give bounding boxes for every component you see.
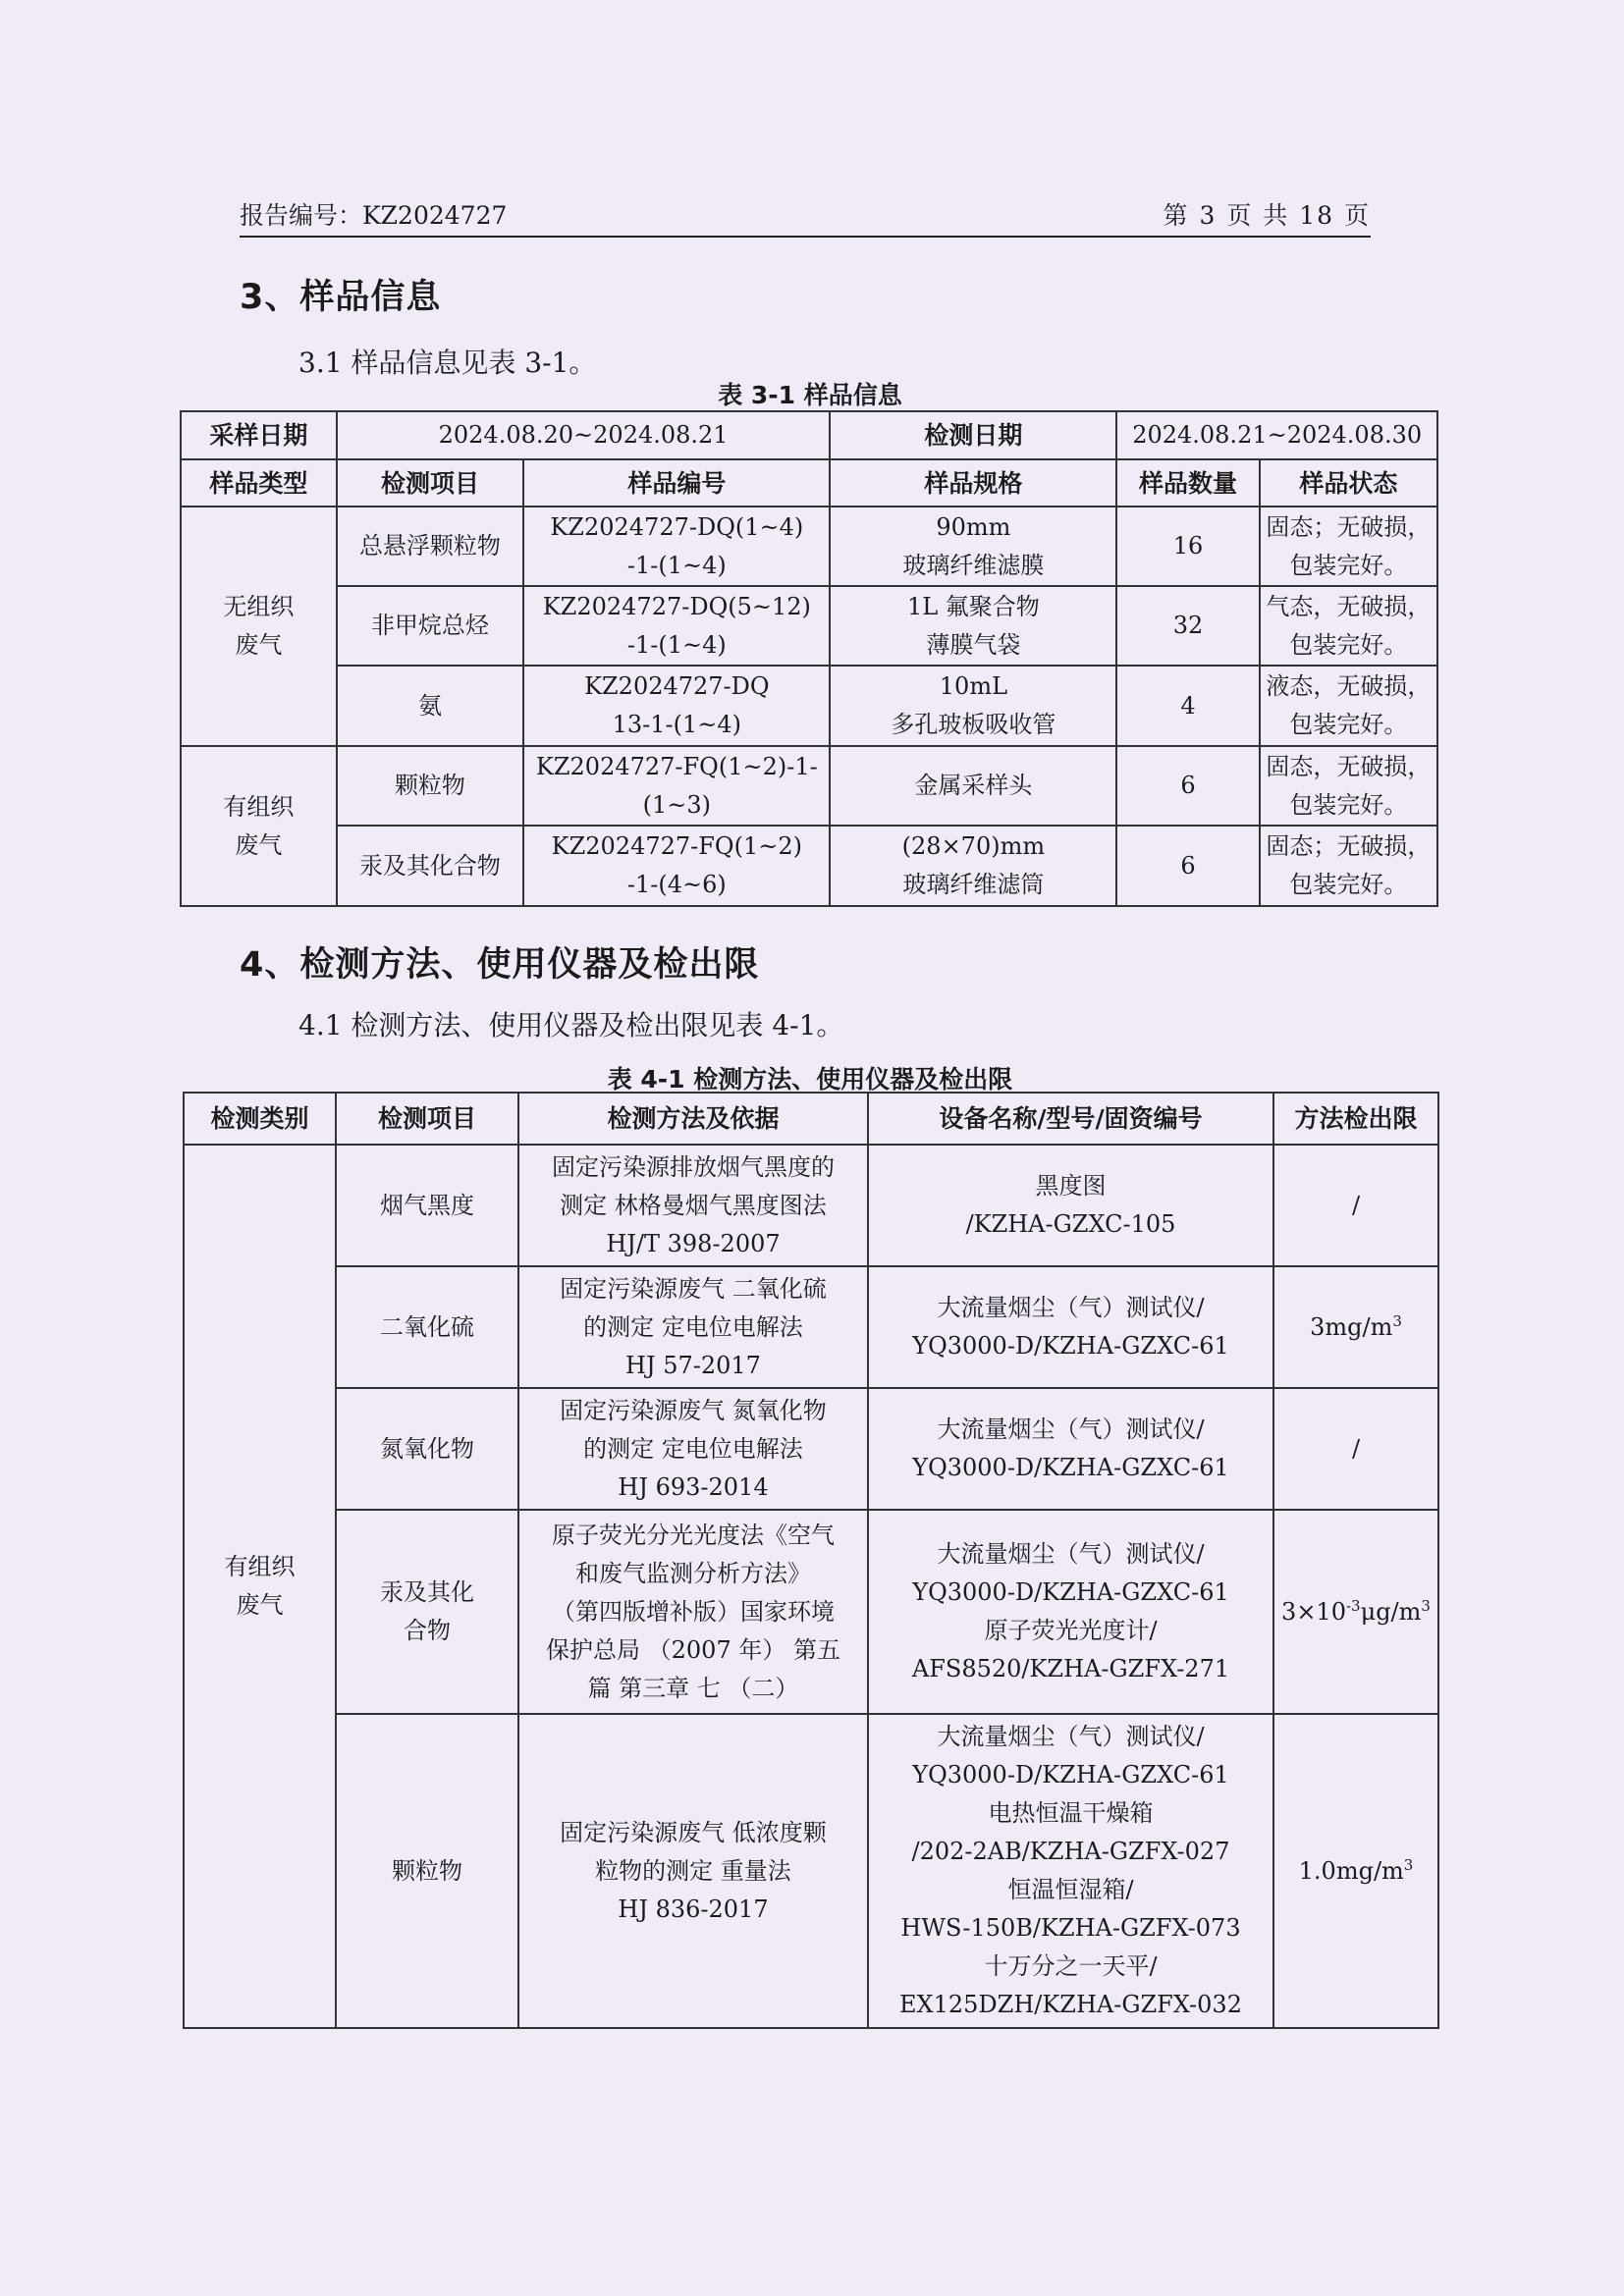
limit-cell: /	[1273, 1145, 1438, 1266]
table-row	[184, 1388, 1438, 1510]
limit-superscript: 3	[1392, 1311, 1402, 1330]
section-4-intro: 4.1 检测方法、使用仪器及检出限见表 4-1。	[298, 1009, 844, 1041]
table-row	[181, 507, 1437, 586]
limit-cell	[1273, 1510, 1438, 1714]
test-item-cell: 颗粒物	[336, 1714, 518, 2028]
sample-spec-cell: (28×70)mm 玻璃纤维滤筒	[830, 826, 1116, 906]
sample-qty-cell: 6	[1116, 746, 1259, 826]
table-3-1-caption: 表 3-1 样品信息	[718, 381, 902, 409]
sample-code-cell: KZ2024727-FQ(1~2) -1-(4~6)	[523, 826, 830, 906]
col-detection-limit: 方法检出限	[1273, 1093, 1438, 1145]
limit-cell	[1273, 1266, 1438, 1388]
table-row	[184, 1714, 1438, 2028]
method-cell: 固定污染源废气 二氧化硫 的测定 定电位电解法 HJ 57-2017	[518, 1266, 868, 1388]
table-row	[181, 666, 1437, 746]
page-indicator: 第 3 页 共 18 页	[1163, 201, 1371, 230]
equipment-cell: 黑度图 /KZHA-GZXC-105	[868, 1145, 1273, 1266]
sample-spec-cell: 1L 氟聚合物 薄膜气袋	[830, 586, 1116, 666]
sample-qty-cell: 4	[1116, 666, 1259, 746]
table-row	[184, 1510, 1438, 1714]
table-row	[181, 746, 1437, 826]
equipment-cell: 大流量烟尘（气）测试仪/ YQ3000-D/KZHA-GZXC-61 电热恒温干燥箱 /202-2AB/KZHA-GZFX-027 恒温恒湿箱/ HWS-150B/KZHA-GZFX-073 十万分之一天平/ EX125DZH/KZHA-GZFX-032	[868, 1714, 1273, 2028]
test-date-label: 检测日期	[830, 411, 1116, 459]
col-test-category: 检测类别	[184, 1093, 336, 1145]
limit-superscript: 3	[1403, 1855, 1414, 1874]
limit-exponent: -3	[1345, 1596, 1361, 1615]
sample-spec-cell: 10mL 多孔玻板吸收管	[830, 666, 1116, 746]
method-cell: 固定污染源废气 氮氧化物 的测定 定电位电解法 HJ 693-2014	[518, 1388, 868, 1510]
col-sample-qty: 样品数量	[1116, 459, 1259, 507]
table-row	[181, 826, 1437, 906]
col-sample-type: 样品类型	[181, 459, 337, 507]
test-item-cell: 氨	[337, 666, 523, 746]
sampling-date-label: 采样日期	[181, 411, 337, 459]
col-test-item: 检测项目	[336, 1093, 518, 1145]
sample-qty-cell: 32	[1116, 586, 1259, 666]
test-item-cell: 烟气黑度	[336, 1145, 518, 1266]
sampling-date-value: 2024.08.20~2024.08.21	[337, 411, 831, 459]
report-number: 报告编号：KZ2024727	[240, 201, 508, 230]
sample-state-cell: 固态；无破损， 包装完好。	[1260, 507, 1437, 586]
sample-spec-cell: 90mm 玻璃纤维滤膜	[830, 507, 1116, 586]
sample-type-cell: 有组织 废气	[181, 746, 337, 906]
limit-unit: μg/m	[1360, 1597, 1422, 1626]
test-item-cell: 二氧化硫	[336, 1266, 518, 1388]
sample-qty-cell: 6	[1116, 826, 1259, 906]
sample-state-cell: 固态；无破损， 包装完好。	[1260, 826, 1437, 906]
page-header	[240, 196, 1371, 238]
sample-code-cell: KZ2024727-DQ 13-1-(1~4)	[523, 666, 830, 746]
col-sample-spec: 样品规格	[830, 459, 1116, 507]
limit-cell: /	[1273, 1388, 1438, 1510]
table-row	[184, 1266, 1438, 1388]
table-4-1-caption: 表 4-1 检测方法、使用仪器及检出限	[607, 1065, 1013, 1094]
sample-code-cell: KZ2024727-DQ(1~4) -1-(1~4)	[523, 507, 830, 586]
section-3-intro: 3.1 样品信息见表 3-1。	[298, 347, 597, 379]
equipment-cell: 大流量烟尘（气）测试仪/ YQ3000-D/KZHA-GZXC-61 原子荧光光度计/ AFS8520/KZHA-GZFX-271	[868, 1510, 1273, 1714]
col-sample-code: 样品编号	[523, 459, 830, 507]
section-4-title: 4、检测方法、使用仪器及检出限	[240, 945, 760, 985]
test-item-cell: 总悬浮颗粒物	[337, 507, 523, 586]
test-item-cell: 氮氧化物	[336, 1388, 518, 1510]
col-method: 检测方法及依据	[518, 1093, 868, 1145]
limit-superscript: 3	[1421, 1596, 1431, 1615]
col-sample-state: 样品状态	[1260, 459, 1437, 507]
method-table	[183, 1092, 1439, 2029]
sample-state-cell: 固态，无破损， 包装完好。	[1260, 746, 1437, 826]
table-header-row	[184, 1093, 1438, 1145]
limit-base: 1.0mg/m	[1298, 1856, 1404, 1885]
limit-cell	[1273, 1714, 1438, 2028]
sample-qty-cell: 16	[1116, 507, 1259, 586]
equipment-cell: 大流量烟尘（气）测试仪/ YQ3000-D/KZHA-GZXC-61	[868, 1266, 1273, 1388]
date-row	[181, 411, 1437, 459]
sample-state-cell: 气态，无破损， 包装完好。	[1260, 586, 1437, 666]
sample-spec-cell: 金属采样头	[830, 746, 1116, 826]
table-header-row	[181, 459, 1437, 507]
sample-state-cell: 液态，无破损， 包装完好。	[1260, 666, 1437, 746]
table-row	[181, 586, 1437, 666]
section-3-title: 3、样品信息	[240, 278, 442, 317]
equipment-cell: 大流量烟尘（气）测试仪/ YQ3000-D/KZHA-GZXC-61	[868, 1388, 1273, 1510]
method-cell: 固定污染源排放烟气黑度的 测定 林格曼烟气黑度图法 HJ/T 398-2007	[518, 1145, 868, 1266]
test-category-cell: 有组织 废气	[184, 1145, 336, 2028]
method-cell: 原子荧光分光光度法《空气 和废气监测分析方法》 （第四版增补版）国家环境 保护总局 （2007 年） 第五 篇 第三章 七 （二）	[518, 1510, 868, 1714]
col-equipment: 设备名称/型号/固资编号	[868, 1093, 1273, 1145]
test-item-cell: 汞及其化 合物	[336, 1510, 518, 1714]
limit-base: 3mg/m	[1310, 1312, 1393, 1341]
sample-type-cell: 无组织 废气	[181, 507, 337, 746]
sample-code-cell: KZ2024727-DQ(5~12) -1-(1~4)	[523, 586, 830, 666]
test-date-value: 2024.08.21~2024.08.30	[1116, 411, 1437, 459]
method-cell: 固定污染源废气 低浓度颗 粒物的测定 重量法 HJ 836-2017	[518, 1714, 868, 2028]
table-row	[184, 1145, 1438, 1266]
sample-code-cell: KZ2024727-FQ(1~2)-1- (1~3)	[523, 746, 830, 826]
test-item-cell: 汞及其化合物	[337, 826, 523, 906]
limit-prefix: 3×10	[1281, 1597, 1346, 1626]
test-item-cell: 非甲烷总烃	[337, 586, 523, 666]
sample-info-table	[180, 410, 1438, 907]
test-item-cell: 颗粒物	[337, 746, 523, 826]
col-test-item: 检测项目	[337, 459, 523, 507]
